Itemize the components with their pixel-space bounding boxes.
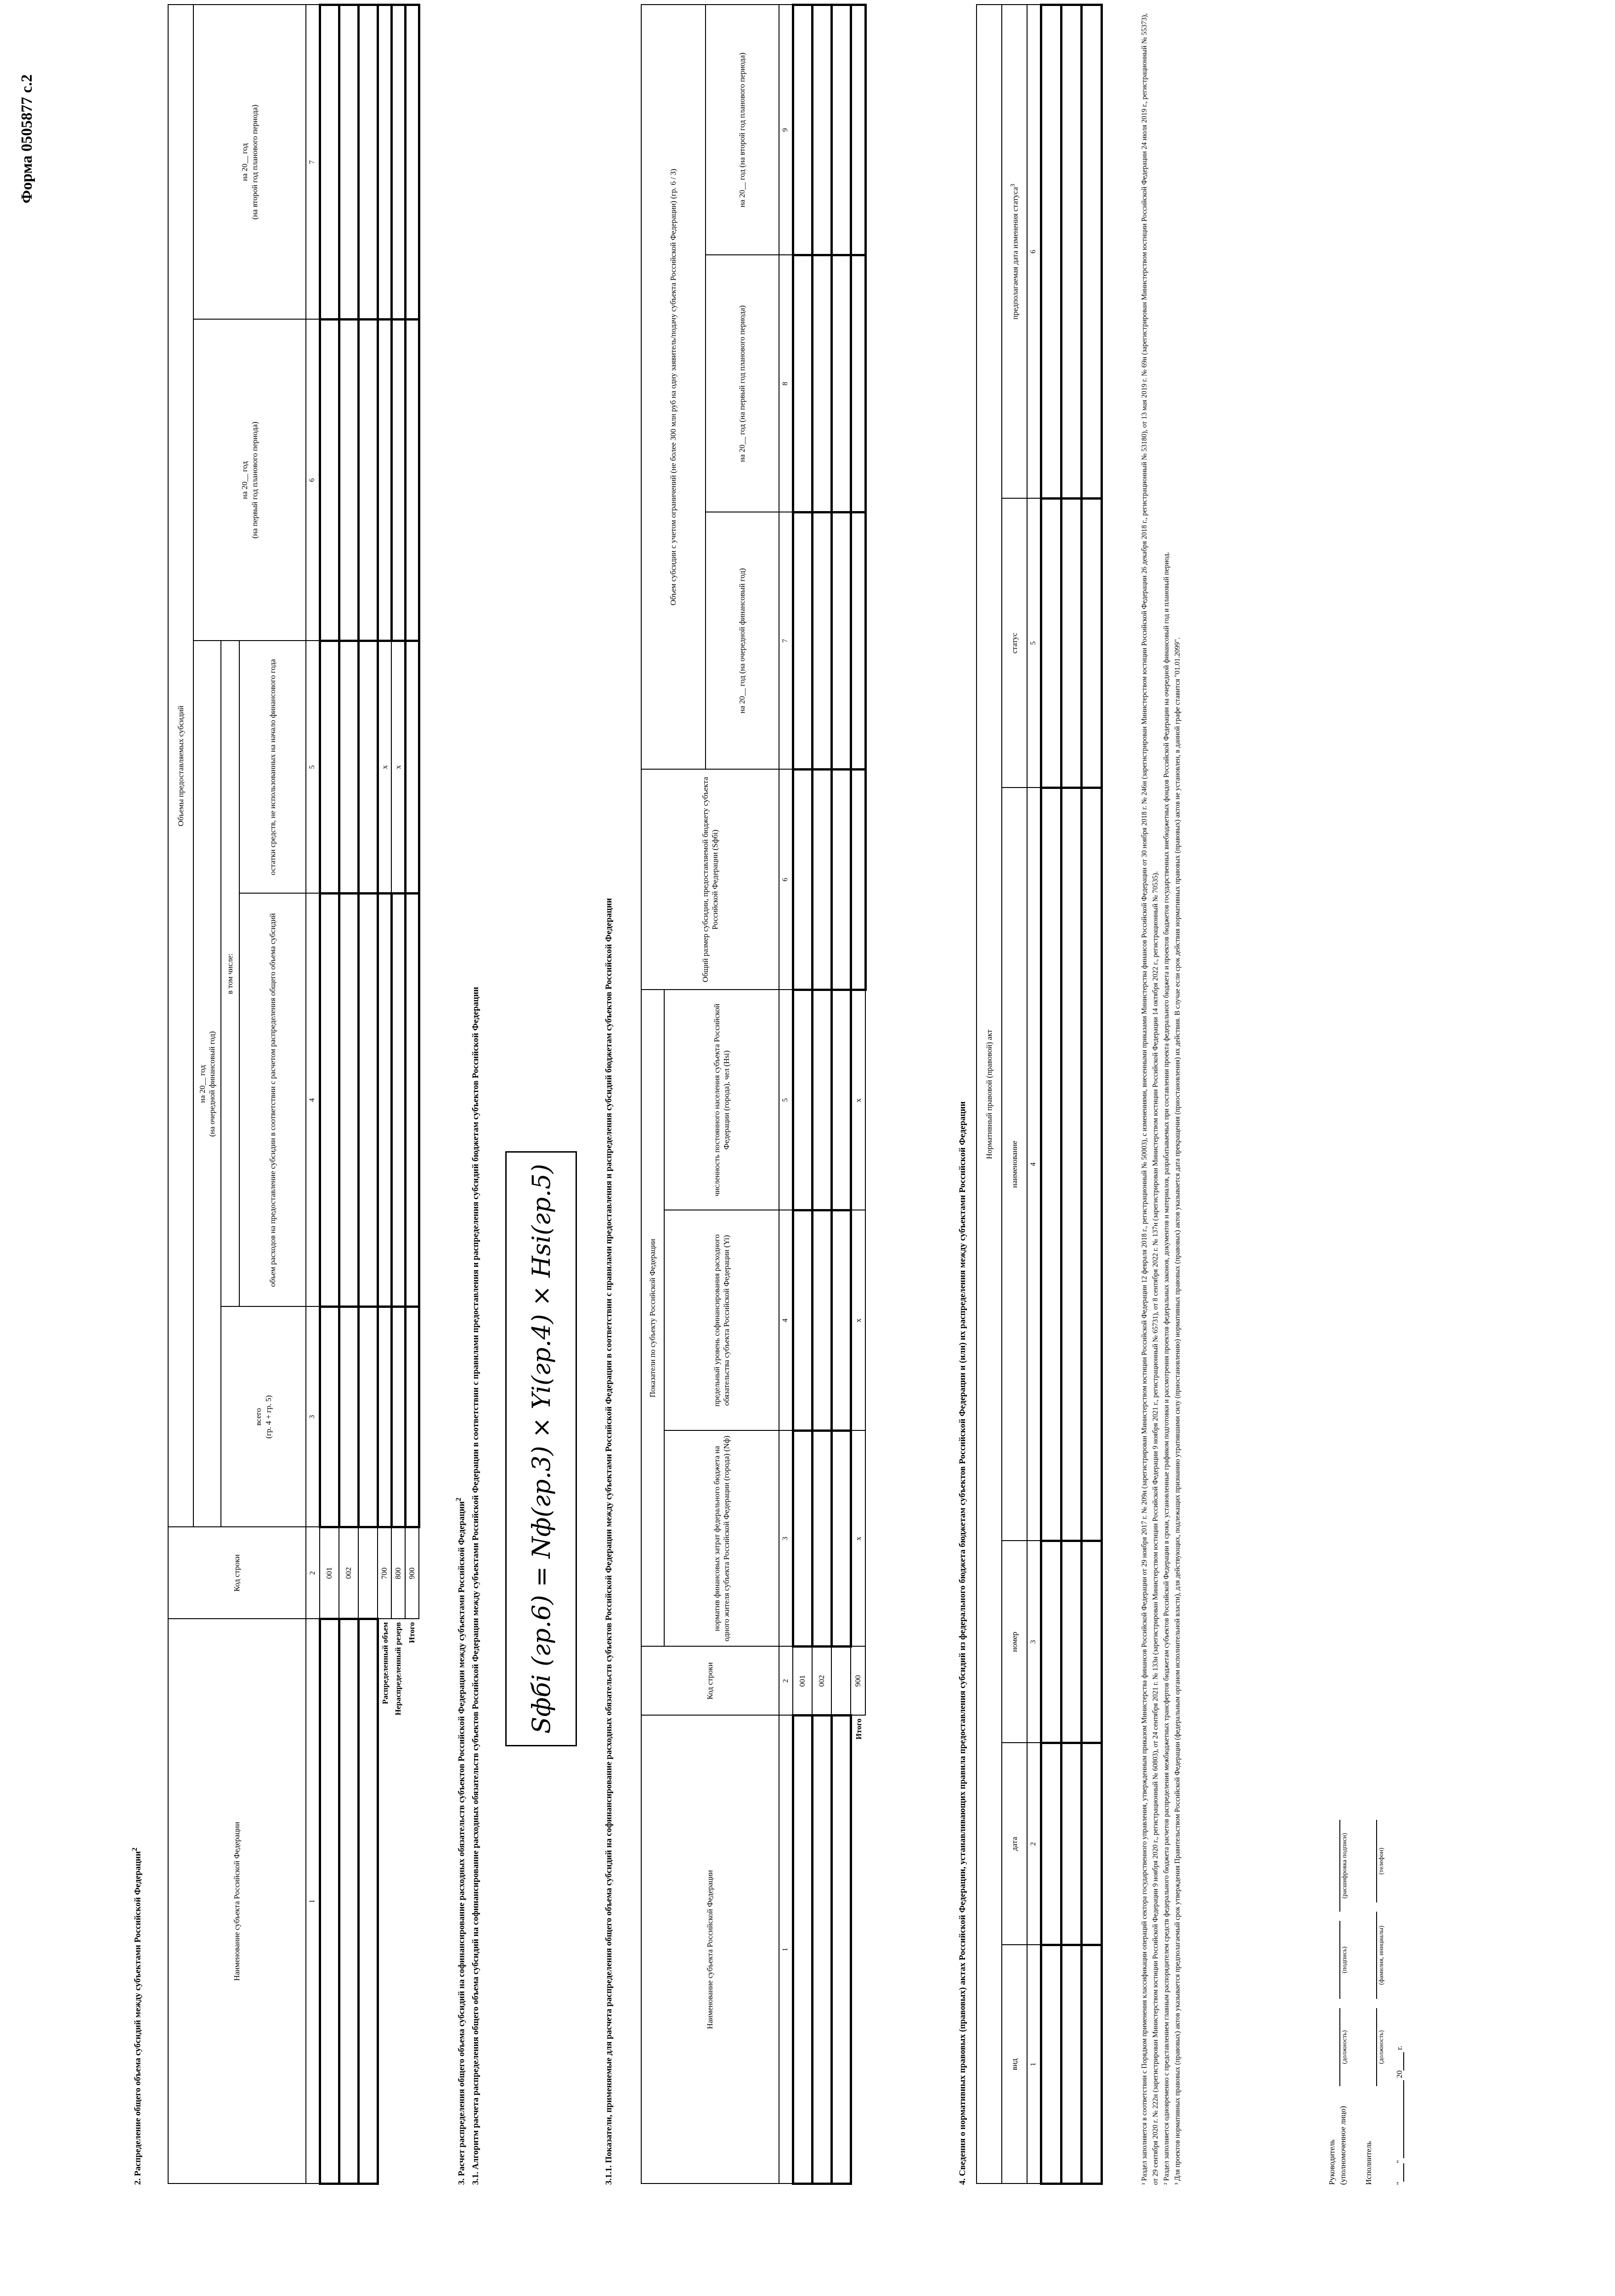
s2-colnum: 5 bbox=[306, 641, 320, 894]
s4-cell-input[interactable] bbox=[1041, 499, 1061, 788]
s4-cell-input[interactable] bbox=[1081, 1743, 1101, 1945]
s2-row-code: 002 bbox=[339, 1527, 358, 1619]
head-label: Руководитель bbox=[1327, 2139, 1336, 2185]
s311-total-code: 900 bbox=[851, 1647, 865, 1716]
executor-fio-caption: (фамилия, инициалы) bbox=[1378, 1925, 1385, 1985]
s311-colnum: 9 bbox=[779, 5, 793, 255]
s311-cell-input[interactable] bbox=[812, 1210, 831, 1431]
s2-summary-code: 800 bbox=[391, 1527, 405, 1619]
s4-colnum: 4 bbox=[1027, 788, 1041, 1541]
s311-colnum: 1 bbox=[779, 1716, 793, 2184]
head-signature-caption: (подпись) bbox=[1341, 1946, 1348, 1974]
s4-cell-input[interactable] bbox=[1061, 1541, 1081, 1743]
s4-cell-input[interactable] bbox=[1081, 499, 1101, 788]
s2-cell-input[interactable] bbox=[320, 894, 339, 1307]
s2-h-volumes: Объемы предоставляемых субсидий bbox=[168, 5, 193, 1527]
s4-cell-input[interactable] bbox=[1061, 788, 1081, 1541]
s4-h-date: дата bbox=[1002, 1743, 1027, 1945]
s311-total-x: x bbox=[851, 990, 865, 1210]
section-3-1-1-table bbox=[641, 4, 867, 2185]
s311-h-c5: численность постоянного населения субъекта Российской Федерации (города), чел (Hsi) bbox=[664, 990, 779, 1210]
executor-position-caption: (должность) bbox=[1378, 2030, 1385, 2064]
s4-cell-input[interactable] bbox=[1041, 1945, 1061, 2184]
s2-row bbox=[320, 5, 339, 2183]
s4-h-number: номер bbox=[1002, 1541, 1027, 1743]
s311-total-x: x bbox=[851, 1210, 865, 1431]
s2-cell-input[interactable] bbox=[358, 320, 378, 641]
s311-cell-input[interactable] bbox=[851, 5, 865, 255]
s311-cell-input[interactable] bbox=[793, 512, 812, 769]
s2-cell-input[interactable] bbox=[358, 1619, 378, 2184]
s2-cell-input[interactable] bbox=[320, 641, 339, 894]
s2-cell-input[interactable] bbox=[358, 5, 378, 319]
s2-cell-input[interactable] bbox=[391, 320, 405, 641]
s311-cell-input[interactable] bbox=[812, 5, 831, 255]
s311-cell-input[interactable] bbox=[812, 769, 831, 990]
s311-cell-input[interactable] bbox=[851, 512, 865, 769]
s311-total-x: x bbox=[851, 1431, 865, 1647]
s2-cell-input[interactable] bbox=[339, 894, 358, 1307]
s311-h-c7: на 20__ год (на очередной финансовый год) bbox=[706, 512, 779, 769]
s2-colnum: 7 bbox=[306, 5, 320, 319]
s2-colnum: 1 bbox=[306, 1619, 320, 2184]
s311-colnum: 6 bbox=[779, 769, 793, 990]
s2-cell-input[interactable] bbox=[358, 1307, 378, 1527]
s311-cell-input[interactable] bbox=[831, 255, 851, 512]
s4-row bbox=[1041, 5, 1061, 2184]
s311-cell-input[interactable] bbox=[793, 1716, 812, 2184]
s2-cell-input[interactable] bbox=[320, 5, 339, 319]
form-id: Форма 0505877 с.2 bbox=[18, 74, 35, 203]
s311-h-c4: предельный уровень софинансирования расходного обязательства субъекта Российской Федерации (Yi) bbox=[664, 1210, 779, 1431]
s4-cell-input[interactable] bbox=[1041, 5, 1061, 499]
s311-cell-input[interactable] bbox=[793, 769, 812, 990]
head-position-field[interactable] bbox=[1327, 2008, 1340, 2086]
s311-cell-input[interactable] bbox=[812, 1716, 831, 2184]
s2-h-year2: на 20__ год (на второй год планового периода) bbox=[193, 5, 306, 319]
s4-cell-input[interactable] bbox=[1061, 1945, 1081, 2184]
section-2-table bbox=[168, 4, 420, 2185]
s4-cell-input[interactable] bbox=[1041, 1743, 1061, 1945]
executor-phone-caption: (телефон) bbox=[1378, 1847, 1385, 1875]
s311-cell-input[interactable] bbox=[793, 255, 812, 512]
s4-cell-input[interactable] bbox=[1081, 5, 1101, 499]
s2-cell-input[interactable] bbox=[339, 1307, 358, 1527]
s311-cell-input[interactable] bbox=[831, 1210, 851, 1431]
executor-label: Исполнитель bbox=[1364, 2141, 1373, 2185]
s2-cell-input[interactable] bbox=[378, 320, 391, 641]
footnote-1: ¹ Раздел заполняется в соответствии с Порядком применения классификации операций сектора государственного управления, утвержденным приказом Министерства финансов Российской Федерации от 29 ноября 2017 г. № 209н (зарегистрирован Министерством юстиции Российской Федерации 12 февраля 2018 г., регистрационный № 50003), с изменениями, внесенными приказами Министерства финансов Российской Федерации от 30 ноября 2018 г. № 246н (зарегистрирован Министерством юстиции Российской Федерации 26 декабря 2018 г., регистрационный № 53180), от 13 мая 2019 г. № 69н (зарегистрирован Министерством юстиции Российской Федерации 24 июля 2019 г., регистрационный № 55373), от 29 сентября 2020 г. № 222н (зарегистрирован Министерством юстиции Российской Федерации 9 ноября 2020 г., регистрационный № 60803), от 24 сентября 2021 г. № 133н (зарегистрирован Министерством юстиции Российской Федерации 9 ноября 2021 г., регистрационный № 65731), от 8 сентября 2022 г. № 137н (зарегистрирован Министерством юстиции Российской Федерации 14 октября 2022 г., регистрационный № 70535). bbox=[1141, 13, 1160, 2185]
s2-summary-label: Распределенный объем bbox=[380, 1622, 390, 1705]
s311-colnum: 8 bbox=[779, 255, 793, 512]
footnote-2: ² Раздел заполняется одновременно с представлением главным распорядителем средств федерального бюджета расчетов распределения межбюджетных трансфертов бюджетам субъектов Российской Федерации в сроки, установленные графиком подготовки и рассмотрения проектов федеральных законов, документов и материалов, разрабатываемых при составлении проекта федерального бюджета и проектов бюджетов государственных внебюджетных фондов Российской Федерации на очередной финансовый год и плановый период. bbox=[1163, 551, 1171, 2185]
s4-colnum: 1 bbox=[1027, 1945, 1041, 2184]
s2-total-label: Итого bbox=[407, 1622, 417, 1643]
date-month-field[interactable] bbox=[1394, 2080, 1404, 2158]
s4-cell-input[interactable] bbox=[1081, 788, 1101, 1541]
s2-cell-input[interactable] bbox=[339, 641, 358, 894]
s311-h-limit: Объем субсидии с учетом ограничений (не более 300 млн руб на одну заявитель/подачу субъекта Российской Федерации) (гр. 6 / 3) bbox=[641, 5, 706, 769]
s311-row bbox=[793, 5, 812, 2183]
s2-row-code bbox=[358, 1527, 378, 1619]
s2-cell-input[interactable] bbox=[358, 894, 378, 1307]
s2-total-code: 900 bbox=[405, 1527, 419, 1619]
s311-row-code bbox=[831, 1647, 851, 1716]
s2-summary-label: Нераспределенный резерв bbox=[394, 1622, 403, 1716]
s311-colnum: 7 bbox=[779, 512, 793, 769]
executor-phone-field[interactable] bbox=[1364, 1820, 1377, 1902]
s311-row-code: 002 bbox=[812, 1647, 831, 1716]
s2-h-total: всего (гр. 4 + гр. 5) bbox=[221, 1307, 306, 1527]
formula-text: Sфбi (гр.6) = Nф(гр.3) × Yi(гр.4) × Hsi(гр.5) bbox=[526, 1164, 556, 1734]
s2-cell-input[interactable] bbox=[320, 1619, 339, 2184]
s4-row bbox=[1081, 5, 1101, 2184]
s311-total-label: Итого bbox=[854, 1718, 863, 1740]
s2-colnum: 6 bbox=[306, 320, 320, 641]
s311-h-c8: на 20__ год (на первый год планового периода) bbox=[706, 255, 779, 512]
s2-cell-input[interactable] bbox=[339, 1619, 358, 2184]
s311-colnum: 5 bbox=[779, 990, 793, 1210]
s311-cell-input[interactable] bbox=[831, 769, 851, 990]
s2-cell-input[interactable] bbox=[405, 320, 419, 641]
s2-h-incl: в том числе: bbox=[221, 641, 239, 1307]
s2-h-year0: на 20__ год (на очередной финансовый год) bbox=[193, 641, 221, 1527]
s2-cell-input[interactable] bbox=[391, 5, 405, 319]
s2-summary-x: x bbox=[378, 641, 391, 894]
s311-cell-input[interactable] bbox=[831, 1431, 851, 1647]
s2-h-c5: остатки средств, не использованных на начало финансового года bbox=[239, 641, 306, 894]
s4-cell-input[interactable] bbox=[1061, 5, 1081, 499]
s2-summary-code: 700 bbox=[378, 1527, 391, 1619]
head-decoding-caption: (расшифровка подписи) bbox=[1341, 1833, 1348, 1899]
s311-cell-input[interactable] bbox=[831, 990, 851, 1210]
section-4-table bbox=[976, 4, 1103, 2185]
s311-cell-input[interactable] bbox=[851, 769, 865, 990]
section-3-1-title: 3.1. Алгоритм расчета распределения общего объема субсидий на софинансирование расходных обязательств субъектов Российской Федерации между субъектами Российской Федерации в соответствии с правилами предоставления и распределения субсидий бюджетам субъектов Российской Федерации bbox=[471, 987, 480, 2185]
s2-summary-x: x bbox=[391, 641, 405, 894]
s311-colnum: 3 bbox=[779, 1431, 793, 1647]
footnotes bbox=[1139, 6, 1183, 2185]
s2-cell-input[interactable] bbox=[378, 5, 391, 319]
section-2-title: 2. Распределение общего объема субсидий между субъектами Российской Федерации$^2$ bbox=[131, 1847, 143, 2185]
s311-cell-input[interactable] bbox=[812, 1431, 831, 1647]
s311-h-c3: норматив финансовых затрат федерального бюджета на одного жителя субъекта Российской Федерации (города) (Nф) bbox=[664, 1431, 779, 1647]
s311-colnum: 2 bbox=[779, 1647, 793, 1716]
s311-cell-input[interactable] bbox=[793, 1210, 812, 1431]
s4-cell-input[interactable] bbox=[1041, 788, 1061, 1541]
s2-cell-input[interactable] bbox=[405, 1307, 419, 1527]
s2-cell-input[interactable] bbox=[391, 1307, 405, 1527]
s4-h-status-change-date: предполагаемая дата изменения статуса$^3$ bbox=[1002, 5, 1027, 499]
executor-fio-field[interactable] bbox=[1364, 1912, 1377, 1999]
s4-row bbox=[1061, 5, 1081, 2184]
s4-cell-input[interactable] bbox=[1081, 1945, 1101, 2184]
s2-row-code: 001 bbox=[320, 1527, 339, 1619]
s2-cell-input[interactable] bbox=[320, 1307, 339, 1527]
section-3-title: 3. Расчет распределения общего объема субсидий на софинансирование расходных обязательств субъектов Российской Федерации между субъектами Российской Федерации$^2$ bbox=[455, 1497, 467, 2185]
s2-cell-input[interactable] bbox=[405, 641, 419, 894]
head-position-caption: (должность) bbox=[1341, 2030, 1348, 2064]
s4-cell-input[interactable] bbox=[1061, 499, 1081, 788]
s2-cell-input[interactable] bbox=[378, 1307, 391, 1527]
s2-cell-input[interactable] bbox=[339, 320, 358, 641]
s311-cell-input[interactable] bbox=[793, 1431, 812, 1647]
section-3-1-1-title: 3.1.1. Показатели, применяемые для расчета распределения общего объема субсидий на софинансирование расходных обязательств субъектов Российской Федерации между субъектами Российской Федерации в соответствии с правилами предоставления и распределения субсидий бюджетам субъектов Российской Федерации bbox=[604, 898, 614, 2185]
s2-row bbox=[339, 5, 358, 2183]
head-signature-field[interactable] bbox=[1327, 1921, 1340, 1999]
s4-colnum: 6 bbox=[1027, 5, 1041, 499]
s311-row-code: 001 bbox=[793, 1647, 812, 1716]
s4-h-group: Нормативный правовой (правовой) акт bbox=[977, 5, 1002, 2184]
s311-h-c9: на 20__ год (на второй год планового периода) bbox=[706, 5, 779, 255]
s4-h-status: статус bbox=[1002, 499, 1027, 788]
executor-position-field[interactable] bbox=[1364, 2008, 1377, 2086]
s2-colnum: 4 bbox=[306, 894, 320, 1307]
s311-h-indicators: Показатели по субъекту Российской Федерации bbox=[641, 990, 664, 1646]
date-year-field[interactable] bbox=[1394, 2052, 1404, 2071]
s2-h-c4: объем расходов на предоставление субсидии в соответствии с расчетом распределения общего объема субсидий bbox=[239, 894, 306, 1307]
footnote-3: ³ Для проектов нормативных правовых (правовых) актов указывается предполагаемый срок утверждения Правительством Российской Федерации (федеральным органом исполнительной власти), для действующих, подлежащих признанию утратившими силу (приостановлению) нормативных правовых (правовых) актов указывается дата прекращения (приостановления) их действия. В случае если срок действия нормативных правовых (правовых) актов не установлен, в данной графе ставится "01.01.2099". bbox=[1174, 637, 1182, 2185]
s311-row bbox=[812, 5, 831, 2183]
s311-cell-input[interactable] bbox=[831, 1716, 851, 2184]
s4-cell-input[interactable] bbox=[1041, 1541, 1061, 1743]
head-sub-label: (уполномоченное лицо) bbox=[1338, 2106, 1347, 2185]
date-day-field[interactable] bbox=[1394, 2163, 1404, 2182]
s2-h-year1: на 20__ год (на первый год планового периода) bbox=[193, 320, 306, 641]
head-decoding-field[interactable] bbox=[1327, 1820, 1340, 1912]
s4-colnum: 2 bbox=[1027, 1743, 1041, 1945]
s2-cell-input[interactable] bbox=[405, 894, 419, 1307]
s2-h-subject: Наименование субъекта Российской Федерации bbox=[168, 1619, 306, 2184]
s4-cell-input[interactable] bbox=[1081, 1541, 1101, 1743]
s4-h-kind: вид bbox=[1002, 1945, 1027, 2184]
s4-h-name: наименование bbox=[1002, 788, 1027, 1541]
s2-cell-input[interactable] bbox=[320, 320, 339, 641]
section-4-title: 4. Сведения о нормативных правовых (правовых) актах Российской Федерации, устанавливающих правила предоставления субсидий из федерального бюджета бюджетам субъектов Российской Федерации и (или) их распределения между субъектами Российской Федерации bbox=[958, 1101, 967, 2185]
s311-h-subject: Наименование субъекта Российской Федерации bbox=[641, 1716, 779, 2184]
s311-cell-input[interactable] bbox=[812, 255, 831, 512]
signature-block bbox=[1327, 1634, 1406, 2185]
s311-cell-input[interactable] bbox=[793, 990, 812, 1210]
s311-cell-input[interactable] bbox=[851, 255, 865, 512]
s311-cell-input[interactable] bbox=[831, 512, 851, 769]
s2-cell-input[interactable] bbox=[378, 894, 391, 1307]
s2-h-code: Код строки bbox=[168, 1527, 306, 1619]
s311-colnum: 4 bbox=[779, 1210, 793, 1431]
s4-cell-input[interactable] bbox=[1061, 1743, 1081, 1945]
s4-colnum: 3 bbox=[1027, 1541, 1041, 1743]
s4-colnum: 5 bbox=[1027, 499, 1041, 788]
s311-cell-input[interactable] bbox=[812, 512, 831, 769]
s311-cell-input[interactable] bbox=[793, 5, 812, 255]
s311-h-c6: Общий размер субсидии, предоставляемой бюджету субъекта Российской Федерации (Sфбi) bbox=[641, 769, 779, 990]
s311-cell-input[interactable] bbox=[831, 5, 851, 255]
date-row: "" 20 г. bbox=[1395, 2046, 1404, 2185]
s311-cell-input[interactable] bbox=[812, 990, 831, 1210]
formula-box bbox=[505, 1151, 577, 1746]
s2-cell-input[interactable] bbox=[391, 894, 405, 1307]
s2-cell-input[interactable] bbox=[358, 641, 378, 894]
s311-h-code: Код строки bbox=[641, 1647, 779, 1716]
s2-cell-input[interactable] bbox=[339, 5, 358, 319]
s2-cell-input[interactable] bbox=[405, 5, 419, 319]
s2-colnum: 3 bbox=[306, 1307, 320, 1527]
s2-colnum: 2 bbox=[306, 1527, 320, 1619]
